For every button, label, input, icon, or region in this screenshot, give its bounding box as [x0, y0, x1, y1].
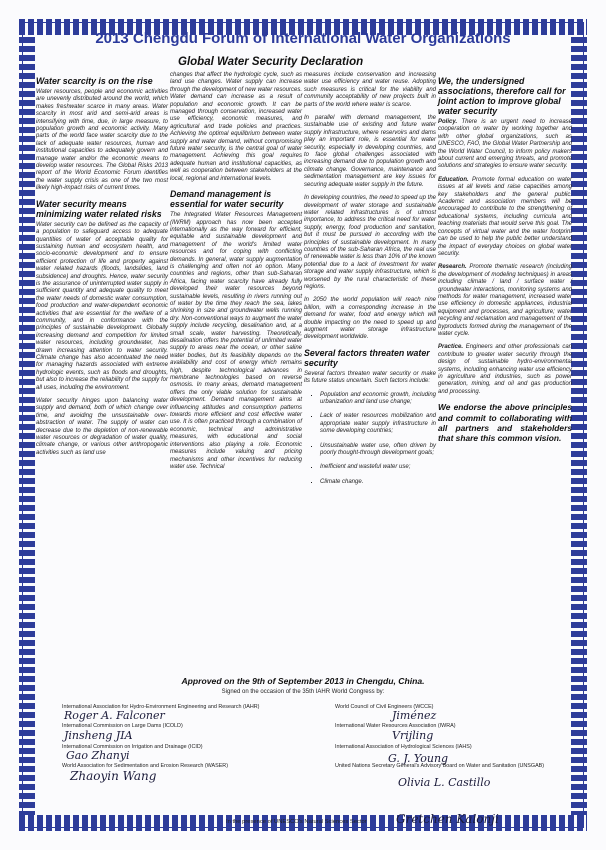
education-paragraph — [438, 177, 572, 258]
forum-title: 2013 Chengdu Forum of International Water Organizations — [95, 30, 511, 47]
threat-list — [304, 392, 436, 487]
signature-3: Gao Zhanyi — [66, 749, 130, 762]
research-label: Research. — [438, 264, 467, 271]
endorsement: We endorse the above principles and commit to collaborating with all partners and stakeholders that share this common vision. — [438, 402, 572, 444]
column-3 — [304, 72, 436, 493]
research-text: Promote thematic research (including the development of modeling techniques) in areas including climate / land / surface water / groundwater interactions, monitoring systems and methods for water management, increased water use efficiency in domestic appliances, industrial equipment and processes, and agriculture; water recycling and reclamation and management of the byproducts formed during the management of the water cycle. — [438, 264, 572, 337]
signature-6: Vrijling — [392, 729, 434, 742]
unesco-presence: In the presence of UNESCO's Natural Sciences Sector — [226, 819, 367, 825]
practice-paragraph — [438, 344, 572, 396]
org-unsgab: United Nations Secretary General's Advisory Board on Water and Sanitation (UNSGAB) — [335, 763, 545, 769]
column-2 — [170, 72, 302, 477]
org-iahs: International Association of Hydrological Sciences (IAHS) — [335, 744, 472, 750]
education-label: Education. — [438, 176, 469, 183]
signature-4: Zhaoyin Wang — [70, 769, 157, 783]
heading-water-security: Water security means minimizing water related risks — [36, 198, 162, 219]
org-icold: International Commission on Large Dams (ICOLD) — [62, 723, 183, 729]
signature-7: G. J. Young — [388, 752, 449, 765]
heading-threats: Several factors threaten water security — [304, 347, 430, 368]
declaration-title: Global Water Security Declaration — [178, 56, 364, 68]
list-item: ▪ Lack of water resources mobilization and appropriate water supply infrastructure in some developing countries; — [320, 413, 436, 435]
org-iwra: International Water Resources Association (IWRA) — [335, 723, 456, 729]
paragraph: changes that affect the hydrologic cycle, such as land use changes. Water supply can increase through the development of new water resources. Water demand can increase as a result of population and economic growth. It can be managed through conservation, increased water use efficiency, economic measures, and agricultural and trade policies and practices. Achieving the optimal equilibrium between water supply and water demand, without compromising future water security, is the central goal of water management. Achieving this goal requires adequate human and institutional capacities, as well as cooperation between stakeholders at the local, regional and international levels. — [170, 72, 302, 182]
list-item: ▪ Unsustainable water use, often driven by poorly thought-through development goals; — [320, 443, 436, 458]
practice-text: Engineers and other professionals can contribute to greater water security through the design of sustainable hydro-environmental systems, including enhancing water use efficiency in agriculture and industries, such as power generation, mining, and oil and gas production and processing. — [438, 344, 572, 395]
org-iahr: International Association for Hydro-Environment Engineering and Research (IAHR) — [62, 704, 260, 710]
paragraph: Water resources, people and economic activities are unevenly distributed around the world, which makes freshwater scarce in many areas. Water scarcity in most arid and semi-arid areas is intensifying with time, due, in large measure, to population growth and economic activity. Many parts of the world face water scarcity due to the lack of adequate water resources, human and institutional capacities to adequately govern and manage water and/or the economic means to develop water resources. The Global Risks 2013 report of the World Economic Forum identifies the water supply crisis as one of the two most likely high-impact risks of current times. — [36, 89, 168, 192]
practice-label: Practice. — [438, 344, 464, 351]
paragraph: Water security can be defined as the capacity of a population to safeguard access to adequate quantities of water of acceptable quality for sustaining human and ecosystem health, and socio-economic development and to ensure efficient protection of life and property against water related hazards (floods, landslides, land subsidence) and droughts. Hence, water security is the assurance of uninterrupted water supply in sufficient quantity and adequate quality to meet the water needs of domestic water consumption, food production and water-dependent economic activities that are essential for the welfare of a community, and in conformance with the principles of sustainable development. Globally increasing demand and competition for limited water resources, including groundwater, has drawn increasing attention to water security. Climate change has also accentuated the need for managing hazards associated with extreme hydrologic events, such as floods and droughts, but also to increase the reliability of the supply for all uses, including the environment. — [36, 221, 168, 391]
paragraph: Water security hinges upon balancing water supply and demand, both of which change over time, and avoiding the unsustainable over-abstraction of water. The supply of water can decrease due to the depletion of non-renewable water resources or degradation of water quality, climate change, or various other anthropogenic activities such as land use — [36, 398, 168, 456]
paragraph: The Integrated Water Resources Management (IWRM) approach has now been accepted internationally as the way forward for efficient, equitable and sustainable development and management of the world's limited water resources and for coping with conflicting demands. In general, water supply augmentation is challenging and often not an option. Many countries and regions, other than sub-Saharan Africa, facing water scarcity have already fully developed their water resources beyond sustainable levels, resulting in rivers running out of water by the time they reach the sea, lakes shrinking in size and groundwater wells running dry. Non-conventional ways to augment the water supply include recycling, desalination and, at a small scale, water harvesting. Theoretically, desalination offers the potential of unlimited water supply to areas near the ocean, or other saline water bodies, but its feasibility depends on the availability and cost of energy which remains high, despite technological advances in membrane technologies based on reverse osmosis. In many areas, demand management offers the only viable solution for sustainable development. Demand management aims at influencing attitudes and consumption patterns towards more efficient and cost effective water use. It is often practiced through a combination of economic, technical and administrative measures, with educational and social interventions also playing a role. Economic measures include valuing and pricing mechanisms and other incentives for reducing water use. Technical — [170, 212, 302, 470]
org-waser: World Association for Sedimentation and Erosion Research (WASER) — [62, 763, 228, 769]
paragraph: In 2050 the world population will reach nine billion, with a corresponding increase in the demand for water, food and energy which will double impacting on the need to speed up and augment water storage infrastructure development worldwide. — [304, 297, 436, 341]
column-4 — [438, 72, 572, 450]
signature-1: Roger A. Falconer — [64, 709, 165, 722]
research-paragraph — [438, 264, 572, 338]
policy-label: Policy. — [438, 119, 458, 125]
policy-paragraph — [438, 119, 572, 171]
signature-8: Olivia L. Castillo — [398, 776, 491, 789]
org-wcce: World Council of Civil Engineers (WCCE) — [335, 704, 434, 710]
list-item: ▪ Population and economic growth, including urbanization and land use change; — [320, 392, 436, 407]
education-text: Promote formal education on water issues at all levels and raise capacities among key stakeholders and the general public. Academic and association members will be encouraged to contribute to the strengthening of educational systems, including curricula and teaching materials that would serve this goal. The concepts of virtual water and the water footprint can be used to help the public better understand the impact of everyday choices on global water security. — [438, 176, 572, 257]
paragraph: In developing countries, the need to speed up the development of water storage and sustainable water related infrastructures is of utmost importance, to address the critical need for water supply, energy, food production and sanitation, but it must be pursued in according with the principles of sustainable development. In many countries of the sub-Saharan Africa, the real use of renewable water is less than 10% of the known potential due to a lack of investment for water storage and water supply infrastructure, which is worsened by the rural characteristic of these regions. — [304, 195, 436, 290]
paragraph: measures include conservation and increasing water use efficiency and water reuse. Adopting such measures is critical for the viability and community acceptability of new projects built in parts of the world where water is scarce. — [304, 72, 436, 108]
signature-9: Gretchen Kalonji — [396, 812, 499, 826]
column-1 — [36, 72, 168, 463]
list-item: ▪ Climate change. — [320, 479, 436, 486]
signed-line: Signed on the occasion of the 35th IAHR World Congress by: — [221, 689, 385, 695]
signature-5: Jiménez — [392, 709, 437, 722]
heading-call-to-action: We, the undersigned associations, therefore call for joint action to improve global water security — [438, 76, 566, 116]
list-item: ▪ Inefficient and wasteful water use; — [320, 464, 436, 471]
policy-text: There is an urgent need to increase cooperation on water by working together and with other global organizations, such as UNESCO, FAO, the Global Water Partnership and the World Water Council, to inform policy makers about current and emerging threats, and promote solutions and strategies to ensure water security. — [438, 119, 572, 170]
paragraph: In parallel with demand management, the sustainable use of existing and future water supply infrastructure, where reservoirs and dams play an important role, is essential for water security, especially in developing countries, and to face global challenges associated with increasing demand due to population growth and climate change. Governance, maintenance and sedimentation management are key issues for securing adequate water supply in the future. — [304, 115, 436, 188]
heading-demand-management: Demand management is essential for water security — [170, 189, 284, 210]
heading-water-scarcity: Water scarcity is on the rise — [36, 76, 153, 86]
signature-2: Jinsheng JIA — [64, 729, 133, 742]
paragraph: Several factors threaten water security or make its future status uncertain. Such factors include: — [304, 370, 436, 385]
org-icid: International Commission on Irrigation and Drainage (ICID) — [62, 744, 203, 750]
approval-line: Approved on the 9th of September 2013 in Chengdu, China. — [181, 676, 425, 686]
